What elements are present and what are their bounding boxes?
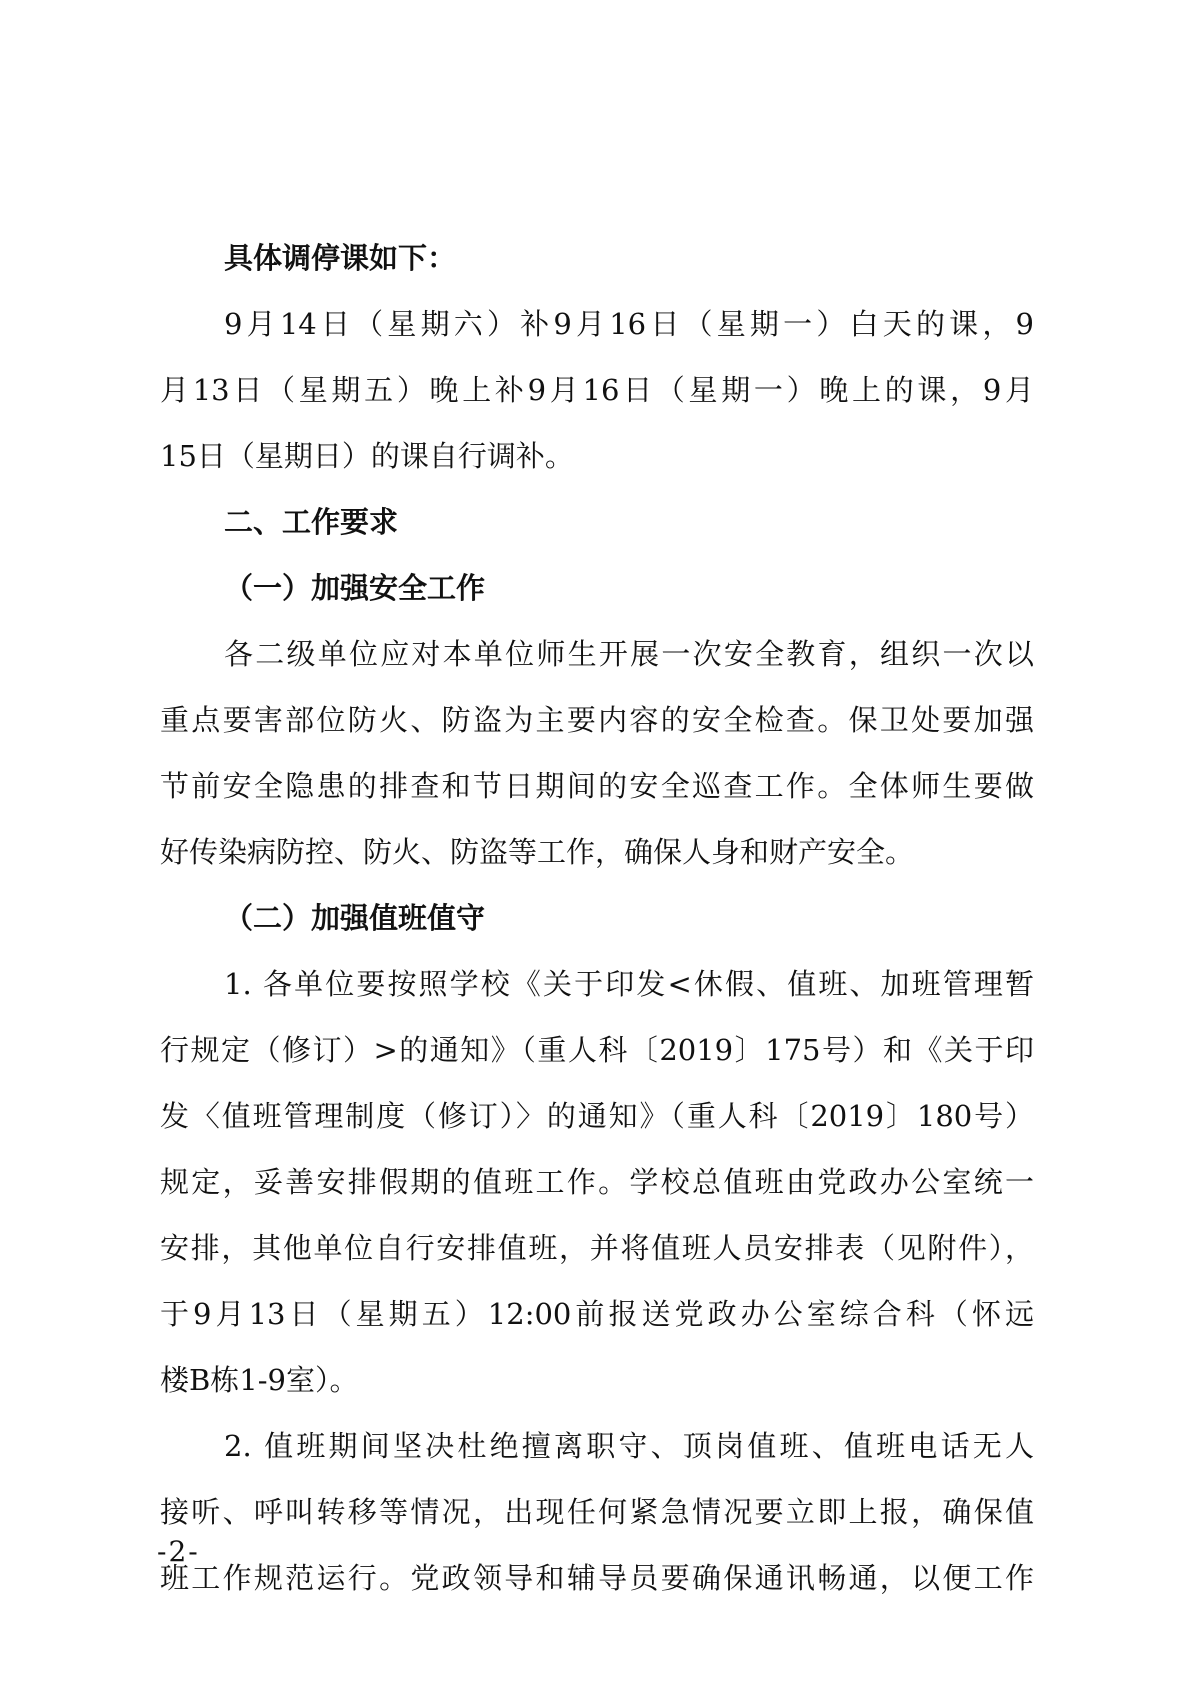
- subsection-heading: （二）加强值班值守: [224, 901, 486, 935]
- subsection-heading: （一）加强安全工作: [224, 571, 486, 605]
- paragraph-line: 接听、呼叫转移等情况，出现任何紧急情况要立即上报，确保值: [160, 1495, 1034, 1529]
- paragraph-line: 楼B栋1-9室）。: [160, 1363, 359, 1397]
- paragraph-line: 班工作规范运行。党政领导和辅导员要确保通讯畅通，以便工作: [160, 1561, 1034, 1595]
- document-body: [160, 225, 1034, 1611]
- paragraph-line: 规定，妥善安排假期的值班工作。学校总值班由党政办公室统一: [160, 1165, 1034, 1199]
- paragraph-line: 行规定（修订）>的通知》（重人科〔2019〕175号）和《关于印: [160, 1033, 1034, 1067]
- paragraph-line: 15日（星期日）的课自行调补。: [160, 439, 574, 473]
- paragraph-line: 1. 各单位要按照学校《关于印发<休假、值班、加班管理暂: [224, 967, 1034, 1001]
- paragraph-line: 于9月13日（星期五）12:00前报送党政办公室综合科（怀远: [160, 1297, 1034, 1331]
- page-number: -2-: [157, 1535, 200, 1568]
- paragraph-line: 好传染病防控、防火、防盗等工作，确保人身和财产安全。: [160, 835, 915, 869]
- paragraph-line: 发〈值班管理制度（修订）〉的通知》（重人科〔2019〕180号）: [160, 1099, 1034, 1133]
- paragraph-line: 月13日（星期五）晚上补9月16日（星期一）晚上的课，9月: [160, 373, 1034, 407]
- paragraph-line: 节前安全隐患的排查和节日期间的安全巡查工作。全体师生要做: [160, 769, 1034, 803]
- paragraph-line: 2. 值班期间坚决杜绝擅离职守、顶岗值班、值班电话无人: [224, 1429, 1034, 1463]
- paragraph-line: 各二级单位应对本单位师生开展一次安全教育，组织一次以: [224, 637, 1034, 671]
- paragraph-line: 安排，其他单位自行安排值班，并将值班人员安排表（见附件），: [160, 1231, 1034, 1265]
- paragraph-line: 重点要害部位防火、防盗为主要内容的安全检查。保卫处要加强: [160, 703, 1034, 737]
- section-heading: 二、工作要求: [224, 505, 399, 539]
- paragraph-line: 9月14日（星期六）补9月16日（星期一）白天的课，9: [224, 307, 1034, 341]
- intro-heading: 具体调停课如下：: [224, 241, 457, 275]
